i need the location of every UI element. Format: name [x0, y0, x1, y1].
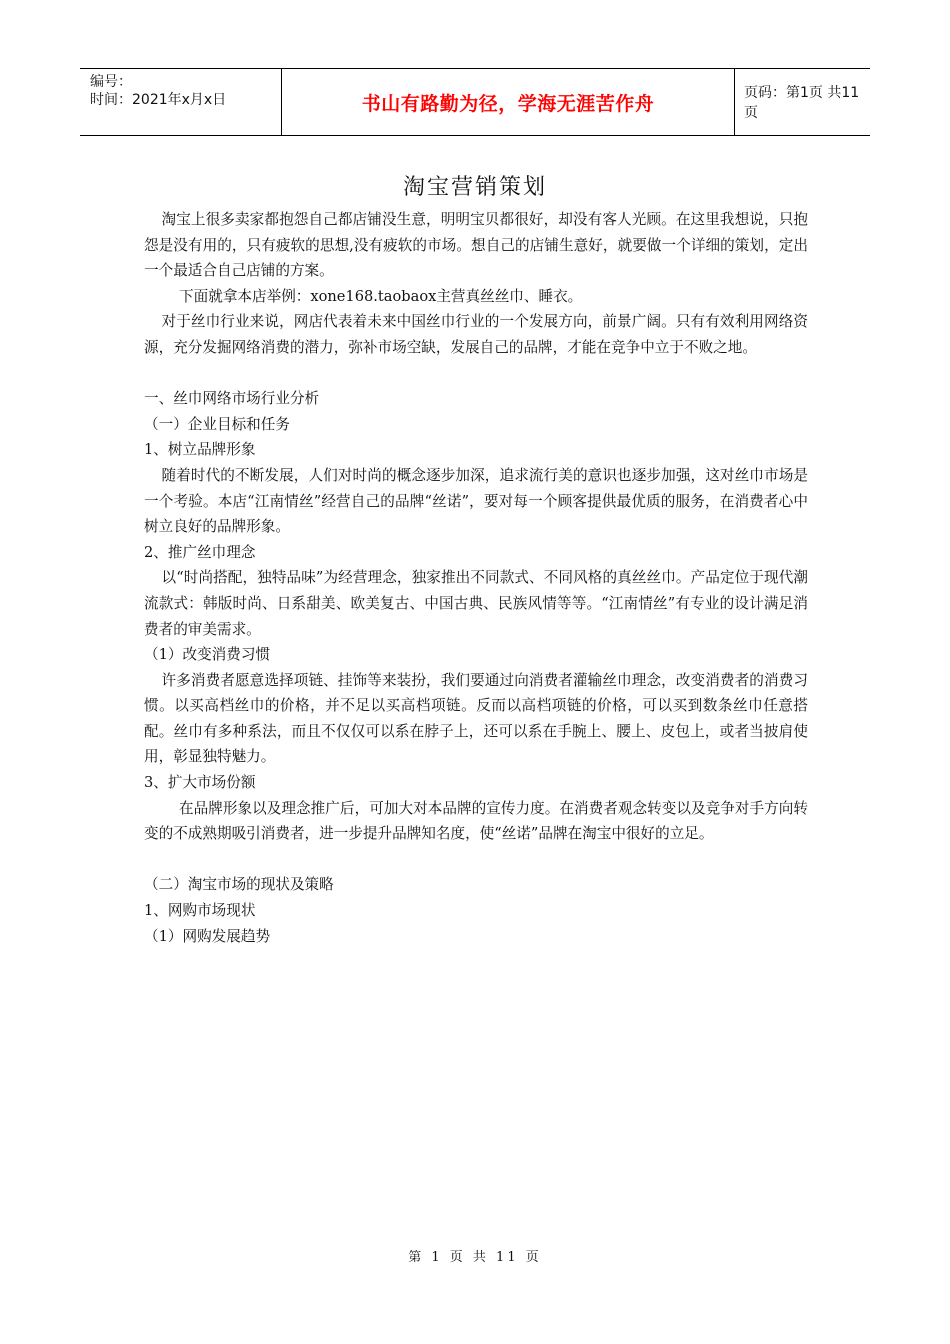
subsection-heading: （二）淘宝市场的现状及策略 [144, 876, 334, 894]
paragraph-habits: 许多消费者愿意选择项链、挂饰等来装扮，我们要通过向消费者灌输丝巾理念，改变消费者的消费习惯。以买高档丝巾的价格，并不足以买高档项链。反而以高档项链的价格，可以买到数条丝巾任意搭配。丝巾有多种系法，而且不仅仅可以系在脖子上，还可以系在手腕上、腰上、皮包上，或者当披肩使用，彰显独特魅力。 [144, 671, 808, 766]
page-footer: 第 1 页 共 11 页 [408, 1250, 542, 1265]
paragraph-industry: 对于丝巾行业来说，网店代表着未来中国丝巾行业的一个发展方向，前景广阔。只有有效利用网络资源，充分发掘网络消费的潜力，弥补市场空缺，发展自己的品牌，才能在竞争中立于不败之地。 [144, 313, 808, 356]
page-number: 页码：第1页 共11页 [744, 85, 860, 121]
blank-line [144, 361, 808, 387]
sub-item-heading: （1）改变消费习惯 [144, 646, 271, 664]
paragraph-market-share: 在品牌形象以及理念推广后，可加大对本品牌的宣传力度。在消费者观念转变以及竞争对手方向转变的不成熟期吸引消费者，进一步提升品牌知名度，使“丝诺”品牌在淘宝中很好的立足。 [144, 799, 808, 843]
item-heading: 1、网购市场现状 [144, 902, 256, 920]
sub-item-heading: （1）网购发展趋势 [144, 927, 271, 945]
document-number: 编号： [90, 74, 132, 90]
header-meta [80, 69, 281, 135]
paragraph-concept: 以“时尚搭配，独特品味”为经营理念，独家推出不同款式、不同风格的真丝丝巾。产品定位于现代潮流款式：韩版时尚、日系甜美、欧美复古、中国古典、民族风情等等。“江南情丝”有专业的设计满足消费者的审美需求。 [144, 569, 808, 638]
header-motto-cell [281, 69, 735, 135]
item-heading: 3、扩大市场份额 [144, 774, 256, 792]
header-page-cell [735, 69, 870, 135]
document-date: 时间：2021年x月x日 [90, 92, 227, 108]
paragraph-example: 下面就拿本店举例：xone168.taobaox主营真丝丝巾、睡衣。 [179, 287, 583, 305]
document-body [144, 207, 808, 949]
paragraph-brand: 随着时代的不断发展，人们对时尚的概念逐步加深，追求流行美的意识也逐步加强，这对丝巾市场是一个考验。本店“江南情丝”经营自己的品牌“丝诺”，要对每一个顾客提供最优质的服务，在消费者心中树立良好的品牌形象。 [144, 466, 808, 536]
item-heading: 1、树立品牌形象 [144, 441, 256, 459]
subsection-heading: （一）企业目标和任务 [144, 415, 290, 433]
section-heading: 一、丝巾网络市场行业分析 [144, 390, 320, 408]
paragraph-intro: 淘宝上很多卖家都抱怨自己都店铺没生意，明明宝贝都很好，却没有客人光顾。在这里我想说，只抱怨是没有用的，只有疲软的思想,没有疲软的市场。想自己的店铺生意好，就要做一个详细的策划，定出一个最适合自己店铺的方案。 [144, 211, 808, 280]
item-heading: 2、推广丝巾理念 [144, 543, 256, 561]
blank-line [144, 847, 808, 873]
document-title: 淘宝营销策划 [402, 175, 547, 200]
motto-text: 书山有路勤为径，学海无涯苦作舟 [361, 92, 655, 115]
document-header [80, 68, 870, 136]
